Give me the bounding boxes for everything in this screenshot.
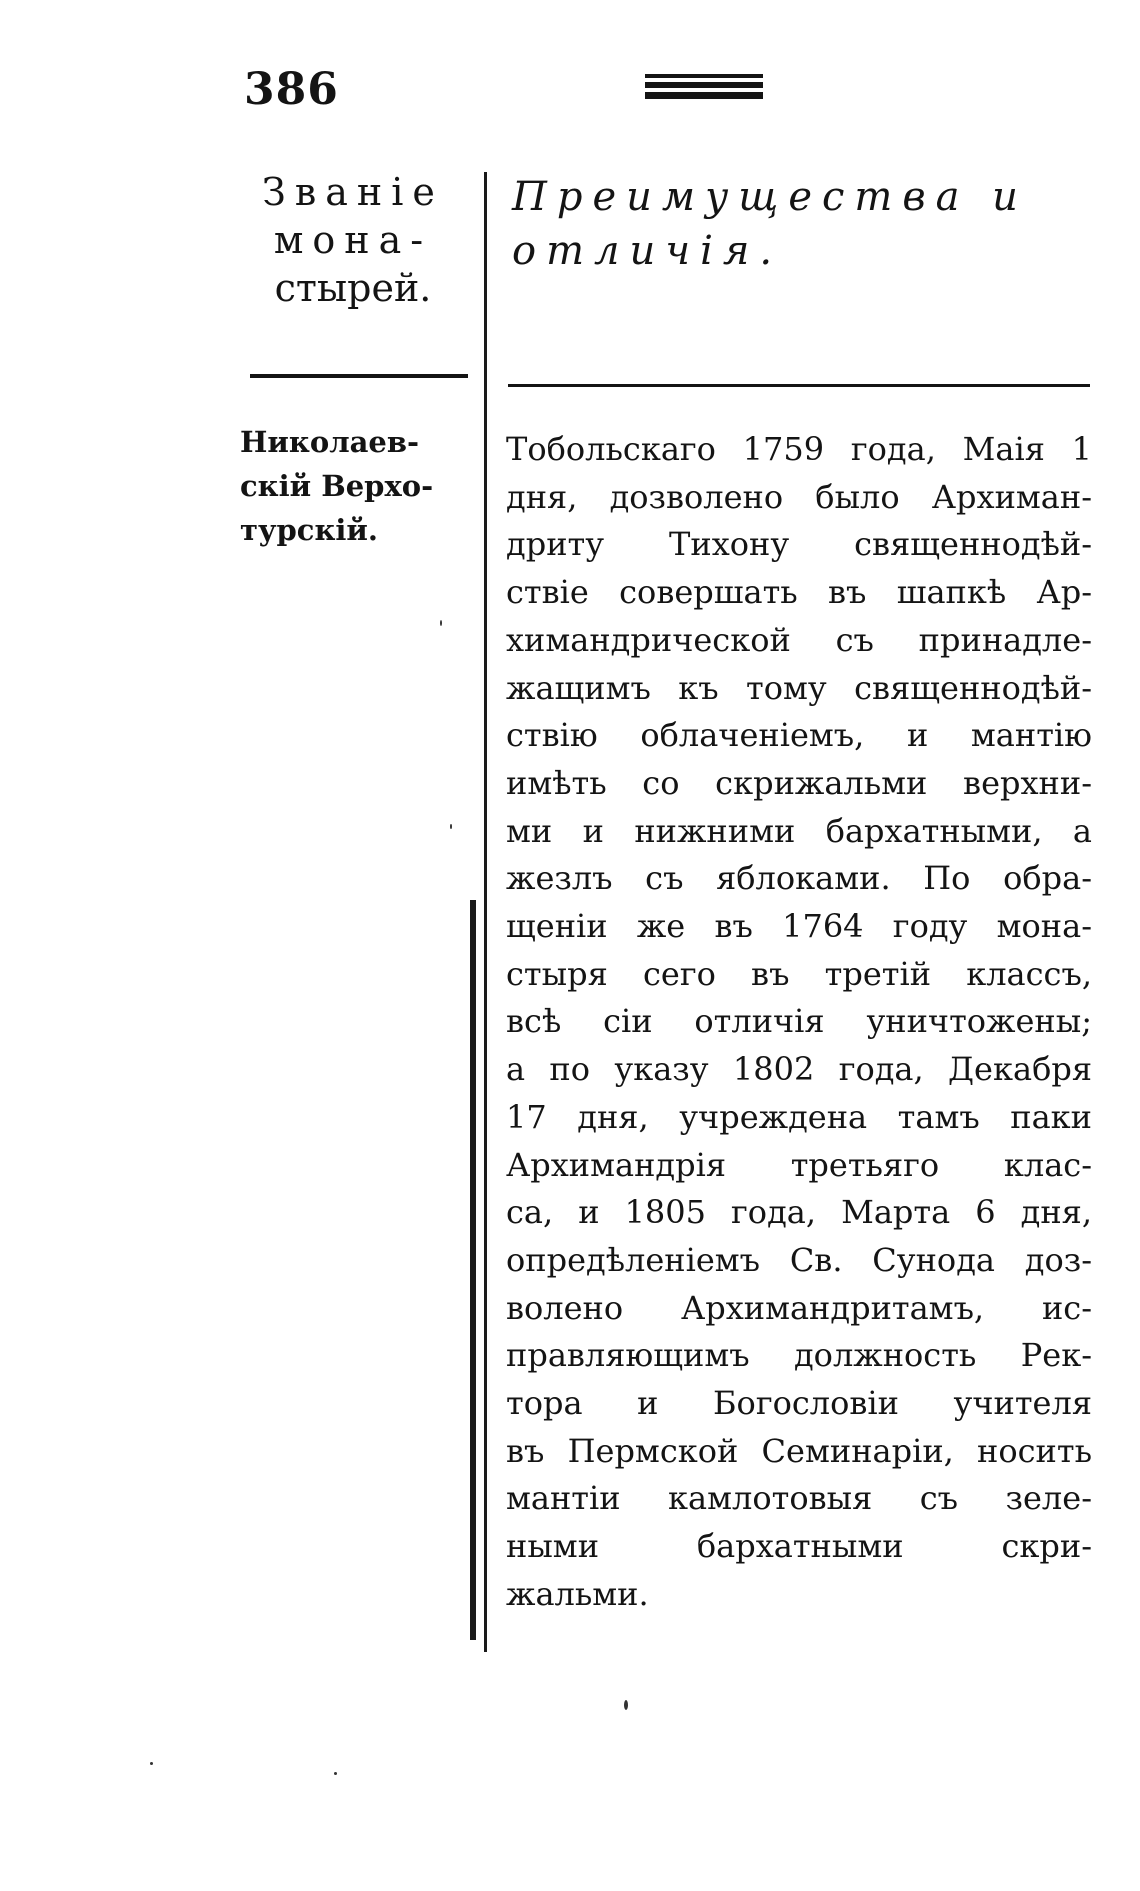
text-line: са, и 1805 года, Марта 6 дня, [506, 1193, 1092, 1232]
ink-speck [450, 824, 452, 829]
text-line: дня, дозволено было Архиман- [506, 477, 1092, 516]
ink-speck [150, 1762, 153, 1765]
text-line: опредѣленіемъ Св. Сунода доз- [506, 1240, 1092, 1279]
left-header-line: Званіе [262, 170, 444, 214]
left-column-header [228, 168, 478, 312]
ink-speck [440, 620, 442, 626]
text-line: Архимандрія третьяго клас- [506, 1145, 1092, 1184]
text-line: волено Архимандритамъ, ис- [506, 1288, 1092, 1327]
left-header-line: мона- [273, 218, 433, 262]
text-line: имѣть со скрижальми верхни- [506, 763, 1092, 802]
right-header-line: отличія. [512, 228, 783, 274]
ink-speck [334, 1772, 337, 1775]
text-line: 17 дня, учреждена тамъ паки [506, 1097, 1092, 1136]
text-line: тора и Богословіи учителя [506, 1384, 1092, 1423]
text-line: правляющимъ должность Рек- [506, 1336, 1092, 1375]
text-line: стыря сего въ третій классъ, [506, 954, 1092, 993]
right-header-rule [508, 384, 1090, 387]
text-line: ствію облаченіемъ, и мантію [506, 716, 1092, 755]
ink-speck [624, 1700, 628, 1710]
header-ornament [645, 74, 763, 104]
monastery-name-line: скій Верхо- [240, 469, 434, 503]
text-line: а по указу 1802 года, Декабря [506, 1050, 1092, 1089]
text-line: химандрической съ принадле- [506, 620, 1092, 659]
column-divider-heavy [470, 900, 476, 1640]
text-line: ми и нижними бархатными, а [506, 811, 1092, 850]
text-line: дриту Тихону священнодѣй- [506, 525, 1092, 564]
text-line: въ Пермской Семинаріи, носить [506, 1431, 1092, 1470]
right-column-header [512, 170, 1102, 278]
text-line: ствіе совершать въ шапкѣ Ар- [506, 573, 1092, 612]
monastery-name [240, 420, 475, 552]
left-header-line: стырей. [274, 266, 432, 310]
right-header-line: Преимущества и [512, 174, 1028, 220]
privileges-text [506, 426, 1092, 1619]
text-line: ными бархатными скри- [506, 1527, 1092, 1566]
text-line: мантіи камлотовыя съ зеле- [506, 1479, 1092, 1518]
monastery-name-line: турскій. [240, 513, 379, 547]
text-line: всѣ сіи отличія уничтожены; [506, 1002, 1092, 1041]
monastery-name-line: Николаев- [240, 425, 420, 459]
text-line: Тобольскаго 1759 года, Маія 1 [506, 430, 1092, 468]
text-line: жальми. [506, 1574, 649, 1613]
text-line: жащимъ къ тому священнодѣй- [506, 668, 1092, 707]
text-line: жезлъ съ яблоками. По обра- [506, 859, 1092, 898]
text-line: щеніи же въ 1764 году мона- [506, 907, 1092, 946]
left-header-rule [250, 374, 468, 378]
page-number: 386 [244, 64, 339, 115]
column-divider [484, 172, 487, 1652]
